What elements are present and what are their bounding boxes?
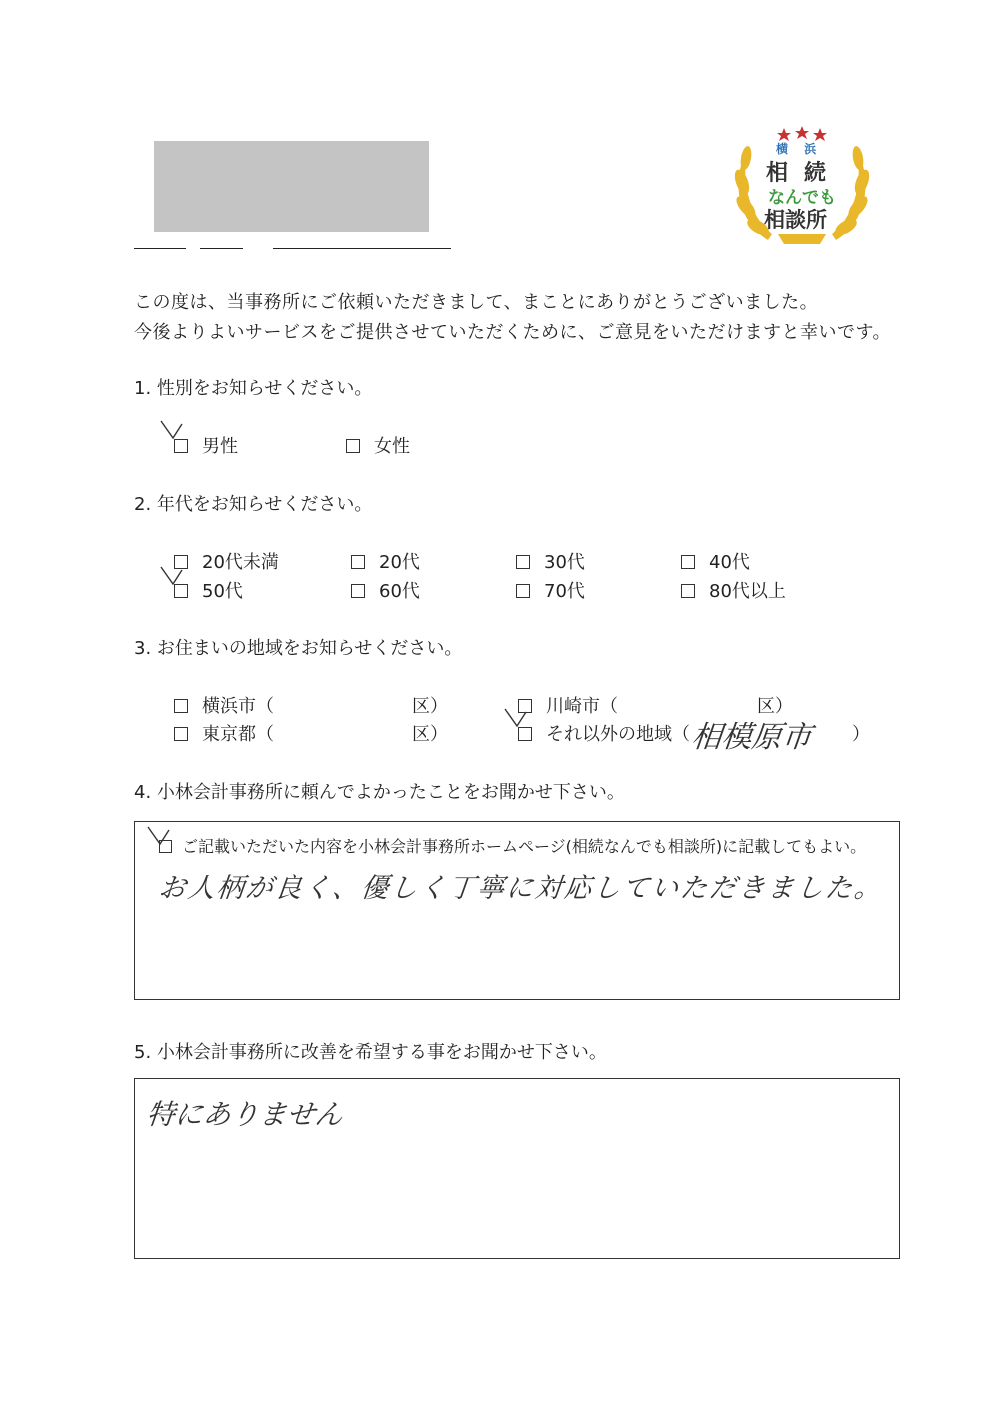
option-30s[interactable]: 30代 [516, 548, 585, 574]
intro-line-1: この度は、当事務所にご依頼いただきまして、まことにありがとうございました。 [134, 292, 819, 313]
checkbox-60s[interactable] [351, 584, 365, 598]
option-70s[interactable]: 70代 [516, 577, 585, 603]
checkbox-80-plus[interactable] [681, 584, 695, 598]
logo-text-souzoku: 相続 [766, 161, 843, 186]
q5-answer-text: 特にありません [145, 1098, 345, 1131]
checkbox-40s[interactable] [681, 555, 695, 569]
ku-label-tokyo: 区） [412, 724, 448, 745]
ku-label-yokohama: 区） [412, 696, 448, 717]
option-80-plus[interactable]: 80代以上 [681, 577, 786, 603]
option-tokyo[interactable]: 東京都（ [174, 720, 274, 746]
q4-answer-box[interactable] [134, 821, 900, 1000]
q5-answer-box[interactable] [134, 1078, 900, 1259]
option-other-region[interactable]: それ以外の地域（ [518, 720, 690, 746]
option-40s[interactable]: 40代 [681, 548, 750, 574]
ku-label-kawasaki: 区） [757, 696, 793, 717]
checkbox-30s[interactable] [516, 555, 530, 569]
checkmark-icon [160, 420, 184, 442]
option-under-20[interactable]: 20代未満 [174, 548, 279, 574]
q4-answer-text: お人柄が良く、優しく丁寧に対応していただきました。 [157, 873, 885, 904]
signature-line-3 [273, 248, 451, 249]
checkmark-icon [147, 826, 171, 848]
logo [728, 122, 876, 250]
checkmark-icon [160, 566, 184, 588]
option-kawasaki[interactable]: 川崎市（ [518, 692, 618, 718]
checkmark-icon [504, 708, 528, 730]
consent-option[interactable]: ご記載いただいた内容を小林会計事務所ホームページ(相続なんでも相談所)に記載してもよい。 [159, 834, 866, 857]
option-male[interactable]: 男性 [174, 432, 238, 458]
signature-line-1 [134, 248, 186, 249]
option-50s[interactable]: 50代 [174, 577, 243, 603]
signature-line-2 [200, 248, 243, 249]
option-yokohama[interactable]: 横浜市（ [174, 692, 274, 718]
option-20s[interactable]: 20代 [351, 548, 420, 574]
other-region-answer[interactable]: 相模原市 [689, 720, 814, 755]
option-female[interactable]: 女性 [346, 432, 410, 458]
logo-text-yokohama: 横 浜 [776, 142, 823, 156]
checkbox-20s[interactable] [351, 555, 365, 569]
logo-text-soudanjo: 相談所 [764, 208, 827, 232]
checkbox-tokyo[interactable] [174, 727, 188, 741]
checkbox-yokohama[interactable] [174, 699, 188, 713]
option-60s[interactable]: 60代 [351, 577, 420, 603]
checkbox-70s[interactable] [516, 584, 530, 598]
question-3-label: 3. お住まいの地域をお知らせください。 [134, 638, 463, 659]
other-region-close-paren: ） [852, 724, 870, 745]
question-5-label: 5. 小林会計事務所に改善を希望する事をお聞かせ下さい。 [134, 1042, 607, 1063]
logo-text-nandemo: なんでも [768, 188, 836, 208]
checkbox-female[interactable] [346, 439, 360, 453]
redacted-name [154, 141, 429, 232]
question-1-label: 1. 性別をお知らせください。 [134, 378, 373, 399]
question-2-label: 2. 年代をお知らせください。 [134, 494, 373, 515]
intro-line-2: 今後よりよいサービスをご提供させていただくために、ご意見をいただけますと幸いです。 [134, 322, 892, 343]
question-4-label: 4. 小林会計事務所に頼んでよかったことをお聞かせ下さい。 [134, 782, 625, 803]
